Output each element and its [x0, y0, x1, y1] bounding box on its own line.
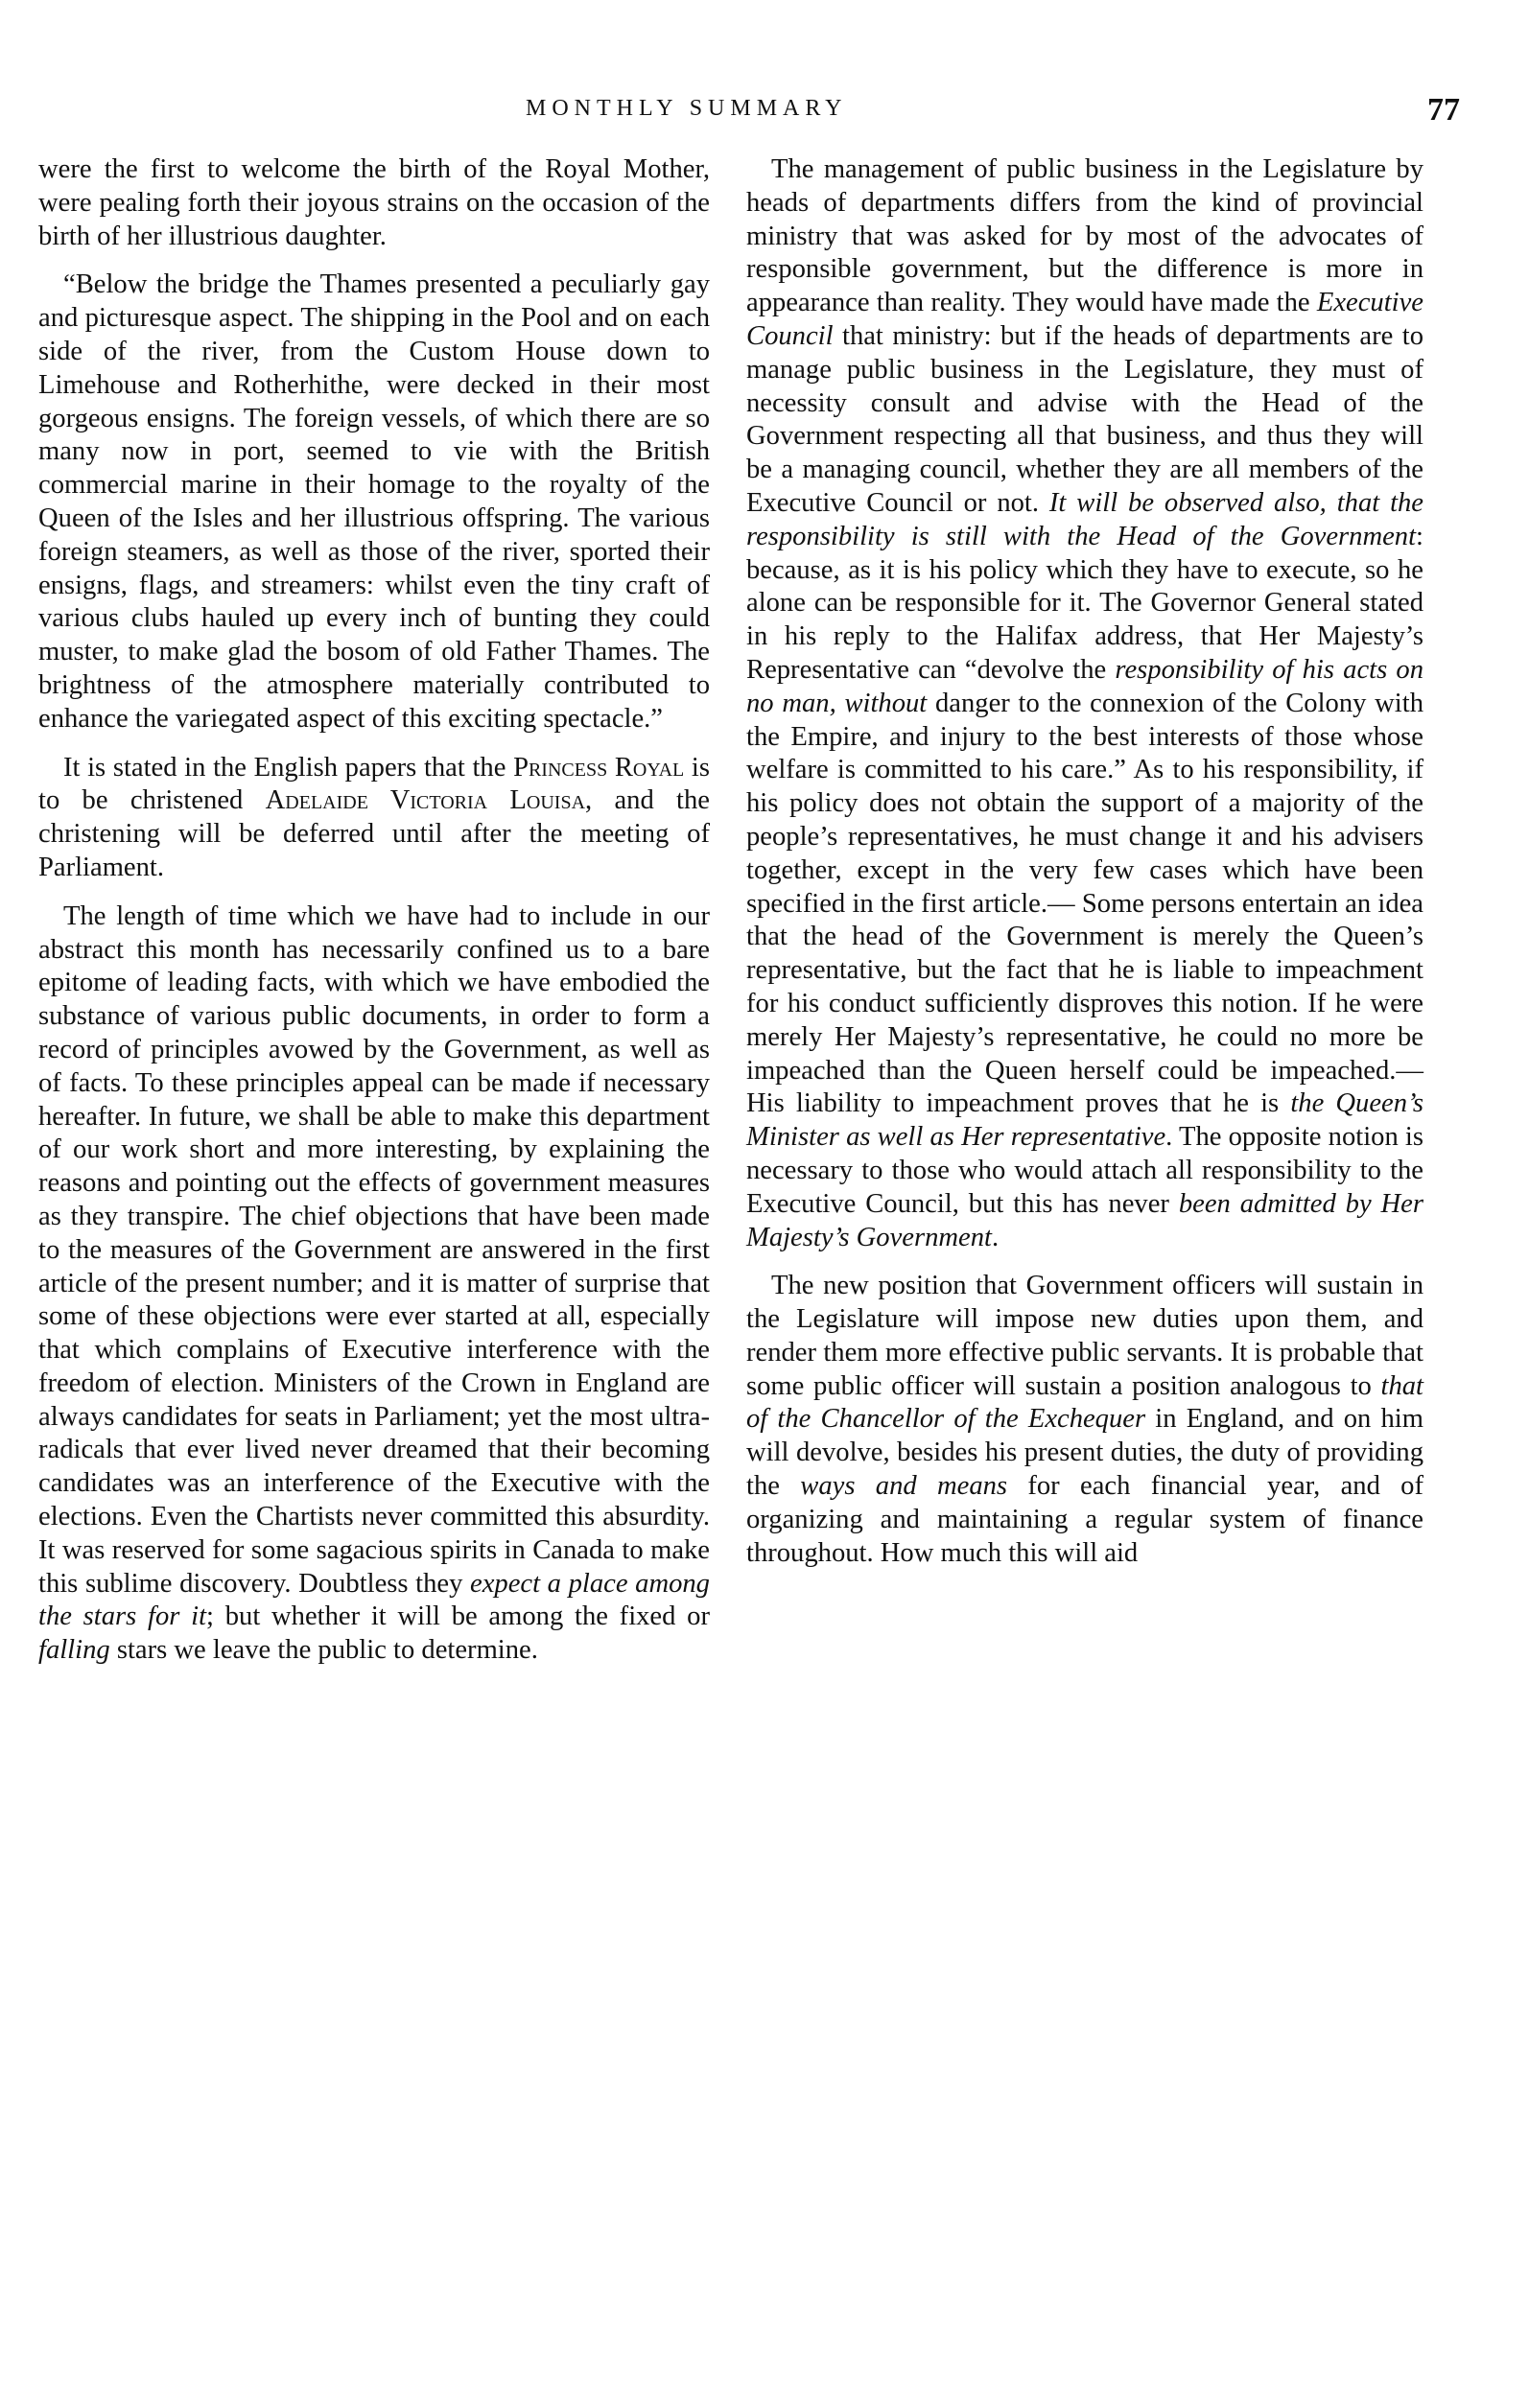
text-run: . The opposite notion is necessary to those who would attach all responsibility to the Executive Council, but this has never [746, 1122, 1423, 1219]
text-run: for each financial year, and of organizing and maintaining a regular system of finance throughout. How much this will aid [746, 1471, 1424, 1568]
running-head: MONTHLY SUMMARY [526, 96, 848, 121]
left-column [38, 153, 710, 1668]
paragraph-text: were the first to welcome the birth of the Royal Mother, were pealing forth their joyous strains on the occasion of the birth of her illustrious daughter. [38, 154, 710, 251]
text-run: in England, and on him will devolve, besides his present duties, the duty of providing the [746, 1404, 1423, 1502]
italic-phrase: that of the Chancellor of the Exchequer [746, 1370, 1423, 1435]
text-run: The new position that Government officers will sustain in the Legislature will impose new duties upon them, and render them more effective public servants. It is probable that some public officer will sustain a position analogous to [746, 1271, 1423, 1401]
italic-phrase: been admitted by Her Majesty’s Government [746, 1188, 1423, 1252]
italic-phrase: responsibility of his acts on no man, without [746, 654, 1423, 718]
paragraph-continuation [38, 153, 710, 253]
paragraph-text: “Below the bridge the Thames presented a peculiarly gay and picturesque aspect. The shipping in the Pool and on each side of the river, from the Custom House down to Limehouse and Rotherhithe, were decked in their most gorgeous ensigns. The foreign vessels, of which there are so many now in port, seemed to vie with the British commercial marine in their homage to the royalty of the Queen of the Isles and her illustrious offspring. The various foreign steamers, as well as those of the river, sported their ensigns, flags, and streamers: whilst even the tiny craft of various clubs hauled up every inch of bunting they could muster, to make glad the bosom of old Father Thames. The brightness of the atmosphere materially contributed to enhance the variegated aspect of this exciting spectacle.” [38, 269, 710, 734]
princess-royal-name: Princess Royal [513, 752, 685, 783]
christening-name: Adelaide Victoria Louisa [265, 785, 586, 816]
page-number: 77 [1427, 92, 1460, 128]
new-position-paragraph [746, 1270, 1423, 1570]
italic-phrase: ways and means [800, 1471, 1008, 1502]
christening-paragraph [38, 752, 710, 885]
text-run: stars we leave the public to determine. [109, 1635, 538, 1666]
text-run: : because, as it is his policy which they have to execute, so he alone can be responsible for it. The Governor General stated in his reply to the Halifax address, that Her Majesty’s Representative can “devolve the [746, 521, 1423, 685]
italic-phrase: Executive Council [746, 288, 1423, 351]
management-paragraph [746, 153, 1423, 1254]
text-run: , and the christening will be deferred until after the meeting of Parliament. [38, 785, 710, 882]
italic-phrase: the Queen’s Minister as well as Her representative [746, 1088, 1424, 1153]
italic-phrase: falling [38, 1635, 110, 1666]
text-run: danger to the connexion of the Colony with the Empire, and injury to the best interests of those whose welfare is committed to his care.” As to his responsibility, if his policy does not obtain the support of a majority of the people’s representatives, he must change it and his advisers together, except in the very few cases which have been specified in the first article.— Some persons entertain an idea that the head of the Government is merely the Queen’s representative, but the fact that he is liable to impeachment for his conduct sufficiently disproves this notion. If he were merely Her Majesty’s representative, he could no more be impeached than the Queen herself could be impeached.— His liability to impeachment proves that he is [746, 688, 1423, 1119]
italic-phrase: expect a place among the stars for it [38, 1568, 710, 1632]
text-run: . [991, 1222, 1000, 1252]
text-run: ; but whether it will be among the fixed or [206, 1601, 710, 1632]
right-column [746, 153, 1423, 1570]
italic-phrase: It will be observed also, that the responsibility is still with the Head of the Government [746, 487, 1424, 551]
text-run: The management of public business in the Legislature by heads of departments differs from the kind of provincial ministry that was asked for by most of the advocates of responsible government, but the difference is more in appearance than reality. They would have made the [746, 154, 1423, 318]
text-run: It is stated in the English papers that the [63, 752, 514, 783]
text-run: is to be christened [38, 752, 710, 816]
text-run: The length of time which we have had to include in our abstract this month has necessarily confined us to a bare epitome of leading facts, with which we have embodied the substance of various public documents, in order to form a record of principles avowed by the Government, as well as of facts. To these principles appeal can be made if necessary hereafter. In future, we shall be able to make this department of our work short and more interesting, by explaining the reasons and pointing out the effects of government measures as they transpire. The chief objections that have been made to the measures of the Government are answered in the first article of the present number; and it is matter of surprise that some of these objections were ever started at all, especially that which complains of Executive interference with the freedom of election. Ministers of the Crown in England are always candidates for seats in Parliament; yet the most ultra-radicals that ever lived never dreamed that their becoming candidates was an interference of the Executive with the elections. Even the Chartists never committed this absurdity. It was reserved for some sagacious spirits in Canada to make this sublime discovery. Doubtless they [38, 900, 710, 1599]
abstract-paragraph [38, 900, 710, 1668]
text-run: that ministry: but if the heads of departments are to manage public business in the Legislature, they must of necessity consult and advise with the Head of the Government respecting all that business, and thus they will be a managing council, whether they are all members of the Executive Council or not. [746, 320, 1423, 518]
quoted-paragraph [38, 269, 710, 736]
